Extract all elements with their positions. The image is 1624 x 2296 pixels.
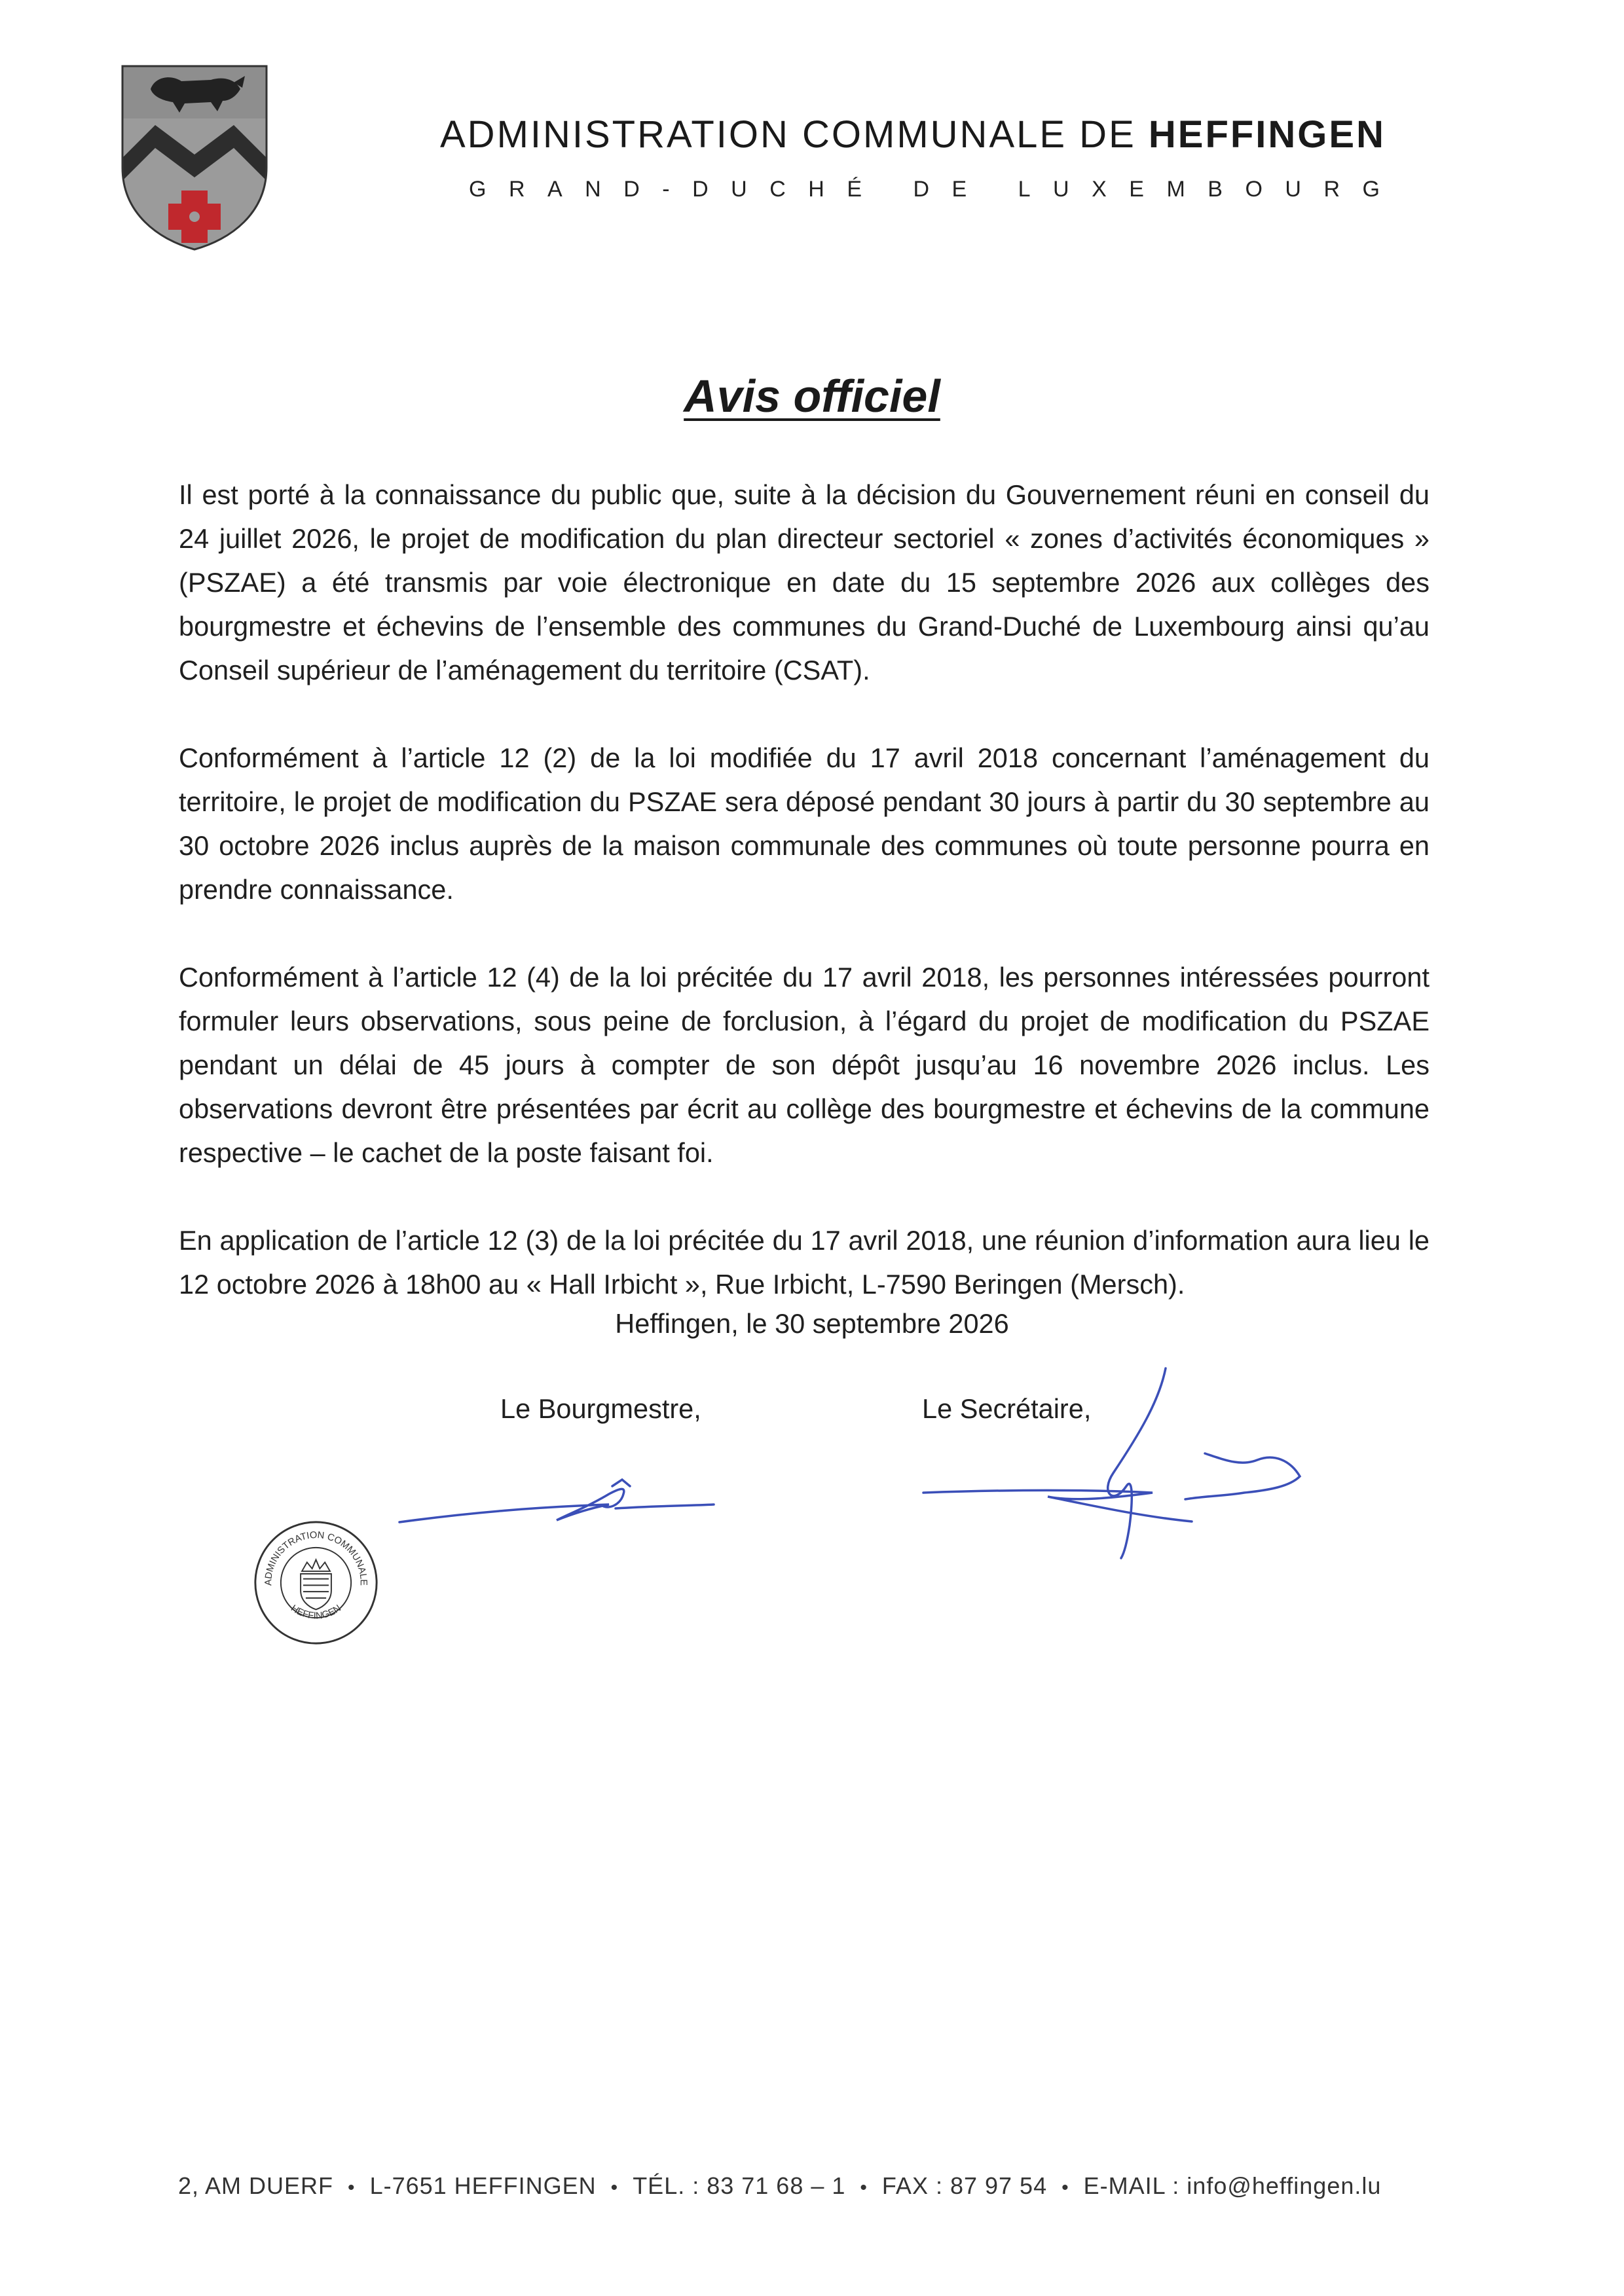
municipal-stamp [252,1519,380,1647]
secretary-label: Le Secrétaire, [922,1393,1092,1424]
crown-shield-icon [301,1559,331,1609]
place-date: Heffingen, le 30 septembre 2026 [615,1308,1009,1339]
document-title: Avis officiel [684,371,940,422]
footer-address: 2, AM DUERF [178,2172,334,2199]
footer-fax: FAX : 87 97 54 [881,2172,1048,2199]
stamp-bottom-text: HEFFINGEN [289,1603,343,1622]
footer-email[interactable]: E-MAIL : info@heffingen.lu [1083,2172,1382,2199]
org-subtitle: GRAND-DUCHÉ DE LUXEMBOURG [469,177,1403,202]
bullet-separator: • [348,2177,356,2198]
org-prefix: ADMINISTRATION COMMUNALE DE [440,113,1149,156]
org-name: HEFFINGEN [1148,113,1386,156]
mayor-signature [393,1467,720,1539]
org-title [440,113,1435,156]
heffingen-coat-of-arms-icon [119,63,270,253]
mayor-label: Le Bourgmestre, [500,1393,701,1424]
bullet-separator: • [860,2177,868,2198]
bullet-separator: • [610,2177,619,2198]
footer-tel: TÉL. : 83 71 68 – 1 [633,2172,846,2199]
bullet-separator: • [1061,2177,1069,2198]
secretary-signature [917,1362,1323,1578]
paragraph-4: En application de l’article 12 (3) de la loi précitée du 17 avril 2018, une réunion d’information aura lieu le 12 octobre 2026 à 18h00 au « Hall Irbicht », Rue Irbicht, L-7590 Beringen (Mersch). [179,1225,1430,1300]
footer-contact [178,2172,1381,2200]
paragraph-3: Conformément à l’article 12 (4) de la loi précitée du 17 avril 2018, les personnes intéressées pourront formuler leurs observations, sous peine de forclusion, à l’égard du projet de modification du PSZAE pendant un délai de 45 jours à compter de son dépôt jusqu’au 16 novembre 2026 inclus. Les observations devront être présentées par écrit au collège des bourgmestre et échevins de la commune respective – le cachet de la poste faisant foi. [179,962,1430,1168]
stamp-top-text: ADMINISTRATION COMMUNALE [263,1530,369,1586]
paragraph-1: Il est porté à la connaissance du public que, suite à la décision du Gouvernement réuni en conseil du 24 juillet 2026, le projet de modification du plan directeur sectoriel « zones d’activités économiques » (PSZAE) a été transmis par voie électronique en date du 15 septembre 2026 aux collèges des bourgmestre et échevins de l’ensemble des communes du Grand-Duché de Luxembourg ainsi qu’au Conseil supérieur de l’aménagement du territoire (CSAT). [179,479,1430,685]
notice-body [179,473,1430,1350]
footer-postal: L-7651 HEFFINGEN [369,2172,597,2199]
paragraph-2: Conformément à l’article 12 (2) de la loi modifiée du 17 avril 2018 concernant l’aménagement du territoire, le projet de modification du PSZAE sera déposé pendant 30 jours à partir du 30 septembre au 30 octobre 2026 inclus auprès de la maison communale des communes où toute personne pourra en prendre connaissance. [179,742,1430,905]
